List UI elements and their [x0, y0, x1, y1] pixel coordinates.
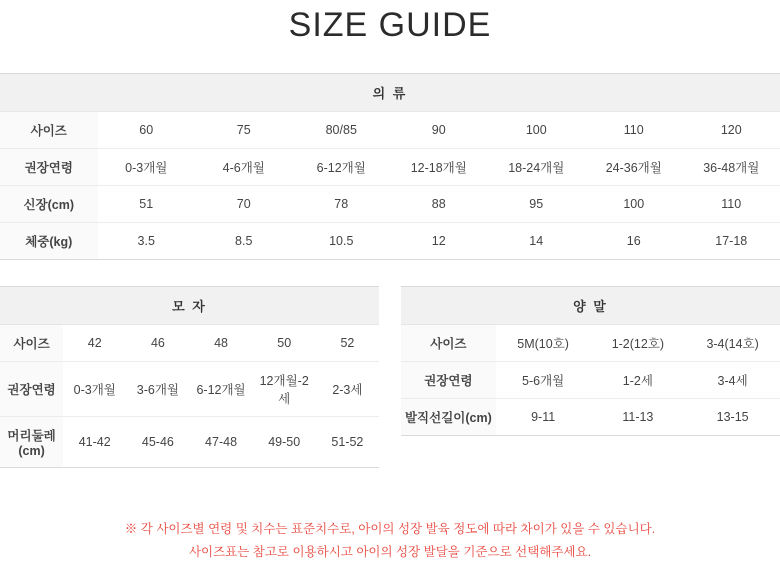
table-cell: 120: [683, 112, 780, 149]
table-row: [0, 149, 780, 186]
socks-table-caption: 양 말: [401, 287, 780, 325]
table-cell: 11-13: [591, 399, 686, 436]
table-cell: 88: [390, 186, 488, 223]
table-cell: 51: [98, 186, 196, 223]
table-cell: 8.5: [195, 223, 293, 260]
table-cell: 3-6개월: [126, 362, 189, 417]
table-header-row: [0, 74, 780, 112]
table-cell: 12-18개월: [390, 149, 488, 186]
size-guide-note: [0, 518, 780, 564]
table-cell: 100: [488, 112, 586, 149]
table-row: [0, 223, 780, 260]
table-cell: 70: [195, 186, 293, 223]
table-cell: 90: [390, 112, 488, 149]
clothing-size-table: [0, 73, 780, 260]
note-line-2: 사이즈표는 참고로 이용하시고 아이의 성장 발달을 기준으로 선택해주세요.: [0, 541, 780, 564]
table-cell: 46: [126, 325, 189, 362]
table-row: [401, 325, 780, 362]
table-cell: 110: [585, 112, 683, 149]
table-cell: 1-2(12호): [591, 325, 686, 362]
table-cell: 12: [390, 223, 488, 260]
table-cell: 60: [98, 112, 196, 149]
table-cell: 75: [195, 112, 293, 149]
table-cell: 47-48: [189, 417, 252, 468]
table-cell: 6-12개월: [189, 362, 252, 417]
table-row: [0, 417, 379, 468]
table-header-row: [0, 287, 379, 325]
row-label: 머리둘레(cm): [0, 417, 63, 468]
table-cell: 41-42: [63, 417, 126, 468]
table-cell: 45-46: [126, 417, 189, 468]
table-cell: 10.5: [293, 223, 391, 260]
note-line-1: ※ 각 사이즈별 연령 및 치수는 표준치수로, 아이의 성장 발육 정도에 따라 차이가 있을 수 있습니다.: [0, 518, 780, 541]
table-cell: 3-4(14호): [685, 325, 780, 362]
table-row: [0, 325, 379, 362]
table-cell: 18-24개월: [488, 149, 586, 186]
table-cell: 36-48개월: [683, 149, 780, 186]
table-cell: 5M(10호): [496, 325, 591, 362]
table-cell: 80/85: [293, 112, 391, 149]
row-label: 신장(cm): [0, 186, 98, 223]
table-cell: 48: [189, 325, 252, 362]
table-row: [401, 362, 780, 399]
table-cell: 42: [63, 325, 126, 362]
row-label: 권장연령: [401, 362, 496, 399]
table-cell: 51-52: [316, 417, 379, 468]
table-cell: 16: [585, 223, 683, 260]
table-cell: 13-15: [685, 399, 780, 436]
hat-size-table: [0, 286, 379, 468]
table-cell: 52: [316, 325, 379, 362]
table-header-row: [401, 287, 780, 325]
table-cell: 17-18: [683, 223, 780, 260]
table-cell: 9-11: [496, 399, 591, 436]
row-label: 사이즈: [401, 325, 496, 362]
table-cell: 0-3개월: [98, 149, 196, 186]
table-cell: 0-3개월: [63, 362, 126, 417]
table-cell: 95: [488, 186, 586, 223]
table-row: [401, 399, 780, 436]
row-label: 권장연령: [0, 362, 63, 417]
table-cell: 3-4세: [685, 362, 780, 399]
table-row: [0, 362, 379, 417]
table-row: [0, 186, 780, 223]
table-cell: 78: [293, 186, 391, 223]
table-cell: 100: [585, 186, 683, 223]
table-cell: 5-6개월: [496, 362, 591, 399]
row-label: 사이즈: [0, 112, 98, 149]
table-cell: 14: [488, 223, 586, 260]
row-label: 체중(kg): [0, 223, 98, 260]
table-cell: 2-3세: [316, 362, 379, 417]
table-row: [0, 112, 780, 149]
table-cell: 110: [683, 186, 780, 223]
table-cell: 50: [253, 325, 316, 362]
clothing-table-caption: 의 류: [0, 74, 780, 112]
table-cell: 1-2세: [591, 362, 686, 399]
socks-size-table: [401, 286, 780, 468]
table-cell: 3.5: [98, 223, 196, 260]
row-label: 발직선길이(cm): [401, 399, 496, 436]
table-cell: 4-6개월: [195, 149, 293, 186]
page-title: SIZE GUIDE: [0, 0, 780, 45]
row-label: 권장연령: [0, 149, 98, 186]
table-cell: 6-12개월: [293, 149, 391, 186]
row-label: 사이즈: [0, 325, 63, 362]
table-cell: 12개월-2세: [253, 362, 316, 417]
lower-tables: [0, 286, 780, 494]
table-cell: 24-36개월: [585, 149, 683, 186]
hat-table-caption: 모 자: [0, 287, 379, 325]
table-cell: 49-50: [253, 417, 316, 468]
